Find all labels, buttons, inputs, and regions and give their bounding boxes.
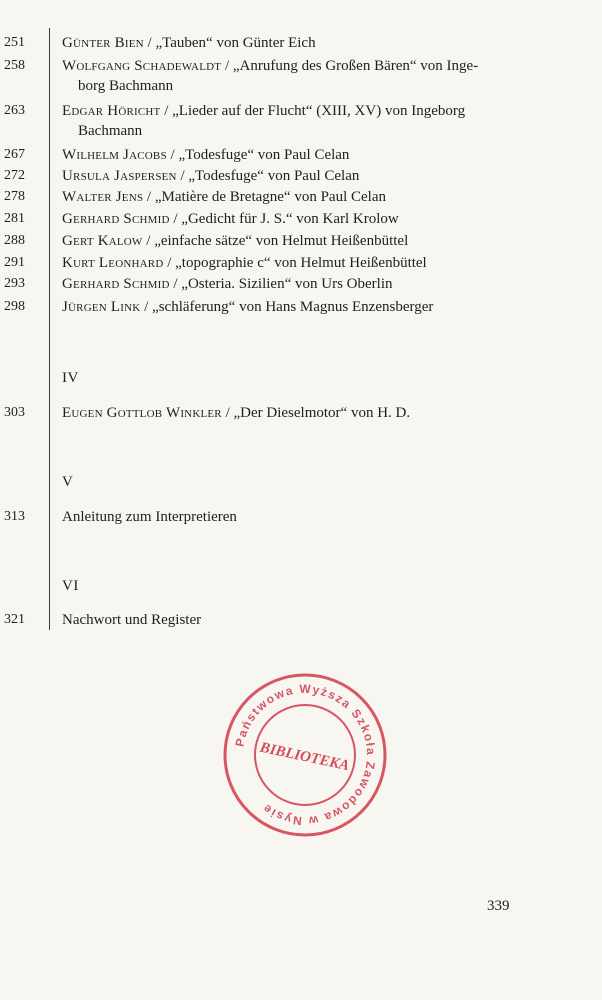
entry-title: / „einfache sätze“ von Helmut Heißenbüttel <box>142 233 409 249</box>
entry-title: / „Osteria. Sizilien“ von Urs Oberlin <box>169 276 393 292</box>
entry-title: / „Der Dieselmotor“ von H. D. <box>221 405 411 421</box>
section-heading-v: V <box>62 474 74 490</box>
entry-author: Gerhard Schmid <box>62 276 170 292</box>
entry-title: / „schläferung“ von Hans Magnus Enzensberger <box>140 299 434 315</box>
entry-page-number: 272 <box>4 168 25 183</box>
section-heading-iv: IV <box>62 370 79 386</box>
section-heading-vi: VI <box>62 578 79 594</box>
entry-author: Gerhard Schmid <box>62 211 170 227</box>
entry-author: Ursula Jaspersen <box>62 168 177 184</box>
entry-page-number: 278 <box>4 189 25 204</box>
entry-title: / „Lieder auf der Flucht“ (XIII, XV) von Ingeborg <box>160 103 466 119</box>
entry-title: / „topographie c“ von Helmut Heißenbüttel <box>163 255 427 271</box>
entry-page-number: 251 <box>4 35 25 50</box>
entry-page-number: 313 <box>4 509 25 524</box>
entry-title: Anleitung zum Interpretieren <box>62 509 237 525</box>
entry-author: Gert Kalow <box>62 233 143 249</box>
entry-author: Walter Jens <box>62 189 144 205</box>
entry-continuation: Bachmann <box>78 123 143 139</box>
stamp-center-text: BIBLIOTEKA <box>258 739 351 775</box>
entry-author: Jürgen Link <box>62 299 141 315</box>
entry-page-number: 321 <box>4 612 25 627</box>
entry-title: Nachwort und Register <box>62 612 202 628</box>
entry-title: / „Anrufung des Großen Bären“ von Inge- <box>221 58 479 74</box>
entry-page-number: 293 <box>4 276 25 291</box>
entry-title: / „Gedicht für J. S.“ von Karl Krolow <box>169 211 399 227</box>
entry-title: / „Todesfuge“ von Paul Celan <box>166 147 350 163</box>
entry-author: Wilhelm Jacobs <box>62 147 167 163</box>
entry-title: / „Matière de Bretagne“ von Paul Celan <box>143 189 386 205</box>
entry-page-number: 288 <box>4 233 25 248</box>
entry-author: Edgar Höricht <box>62 103 161 119</box>
entry-page-number: 291 <box>4 255 25 270</box>
entry-title: / „Tauben“ von Günter Eich <box>143 35 316 51</box>
entry-continuation: borg Bachmann <box>78 78 174 94</box>
entry-page-number: 298 <box>4 299 25 314</box>
entry-page-number: 258 <box>4 58 25 73</box>
entry-page-number: 303 <box>4 405 25 420</box>
entry-author: Wolfgang Schadewaldt <box>62 58 222 74</box>
library-stamp <box>222 672 388 838</box>
stamp-ring-text: Państwowa Wyższa Szkoła Zawodowa w Nysie <box>232 681 379 829</box>
entry-author: Kurt Leonhard <box>62 255 164 271</box>
entry-title: / „Todesfuge“ von Paul Celan <box>176 168 360 184</box>
page-number: 339 <box>487 898 510 914</box>
margin-rule <box>49 28 50 630</box>
entry-page-number: 281 <box>4 211 25 226</box>
entry-page-number: 267 <box>4 147 25 162</box>
entry-page-number: 263 <box>4 103 25 118</box>
entry-author: Günter Bien <box>62 35 144 51</box>
entry-author: Eugen Gottlob Winkler <box>62 405 222 421</box>
